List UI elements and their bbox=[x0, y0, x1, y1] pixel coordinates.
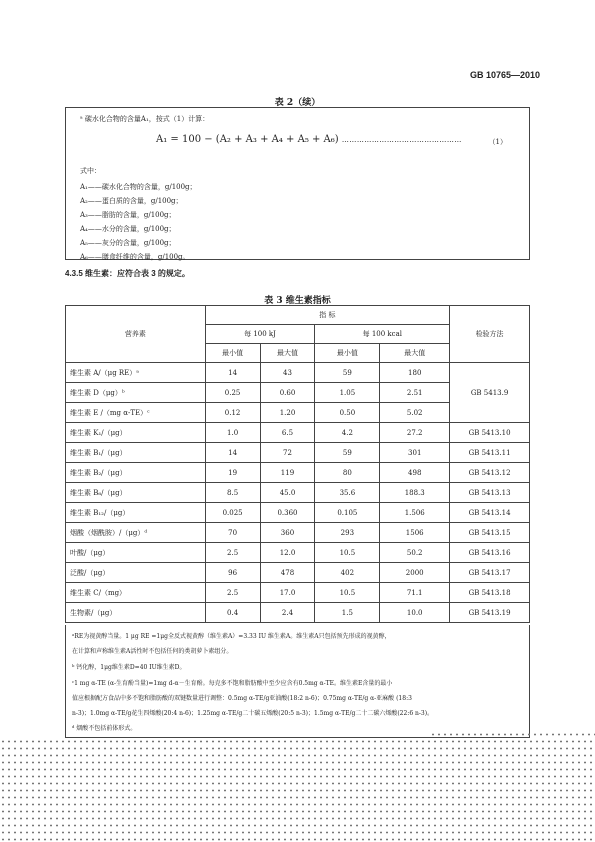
cell-kj-min: 1.0 bbox=[205, 423, 260, 443]
cell-kcal-min: 59 bbox=[315, 443, 380, 463]
cell-kcal-min: 35.6 bbox=[315, 483, 380, 503]
nutrient-name: 泛酸/（μg） bbox=[66, 563, 206, 583]
header-per-100kcal: 每 100 kcal bbox=[315, 325, 450, 344]
nutrient-name: 叶酸/（μg） bbox=[66, 543, 206, 563]
table-row bbox=[66, 583, 530, 603]
table-row bbox=[66, 503, 530, 523]
cell-method: GB 5413.18 bbox=[450, 583, 530, 603]
cell-kcal-max: 301 bbox=[380, 443, 450, 463]
cell-kcal-max: 2000 bbox=[380, 563, 450, 583]
cell-kj-max: 360 bbox=[260, 523, 315, 543]
definition-a2: A₂——蛋白质的含量，g/100g； bbox=[80, 197, 183, 205]
cell-kj-max: 478 bbox=[260, 563, 315, 583]
table-row bbox=[66, 543, 530, 563]
standard-number: GB 10765—2010 bbox=[469, 70, 540, 80]
cell-kj-max: 0.60 bbox=[260, 383, 315, 403]
equation-number: （1） bbox=[488, 138, 507, 146]
cell-method: GB 5413.19 bbox=[450, 603, 530, 623]
note-c-line1: ᶜ1 mg α-TE (α-生育酚当量)=1mg d-α－生育酚。每克多不饱和脂肪酸中至少应含有0.5mg α-TE。维生素E含量的最小 bbox=[72, 680, 393, 687]
cell-kj-max: 72 bbox=[260, 443, 315, 463]
cell-method: GB 5413.16 bbox=[450, 543, 530, 563]
note-b: ᵇ 钙化醇，1μg维生素D=40 IU维生素D。 bbox=[72, 664, 186, 671]
continued-table-title: 表 2（续） bbox=[274, 98, 321, 108]
table-row bbox=[66, 603, 530, 623]
formula-leader-dots: ………………………………………… bbox=[341, 136, 462, 144]
cell-method: GB 5413.12 bbox=[450, 463, 530, 483]
nutrient-name: 维生素 B₁/（μg） bbox=[66, 443, 206, 463]
note-c-line2: 值应根据配方食品中多不饱和脂肪酸的双键数量进行调整：0.5mg α-TE/g亚油酸(18:2 n-6)；0.75mg α-TE/g α-亚麻酸 (18:3 bbox=[72, 695, 412, 702]
formula bbox=[156, 134, 462, 145]
cell-kcal-min: 293 bbox=[315, 523, 380, 543]
table-3-title: 表 3 维生素指标 bbox=[264, 296, 331, 306]
formula-intro: ᵃ 碳水化合物的含量A₁，按式（1）计算： bbox=[80, 115, 210, 123]
cell-kcal-max: 10.0 bbox=[380, 603, 450, 623]
cell-kj-min: 96 bbox=[205, 563, 260, 583]
cell-kcal-max: 1.506 bbox=[380, 503, 450, 523]
cell-kcal-min: 80 bbox=[315, 463, 380, 483]
cell-kj-max: 2.4 bbox=[260, 603, 315, 623]
table-notes bbox=[65, 625, 530, 738]
cell-kcal-max: 498 bbox=[380, 463, 450, 483]
header-method: 检验方法 bbox=[450, 306, 530, 363]
header-nutrient: 营养素 bbox=[66, 306, 206, 363]
cell-kcal-min: 10.5 bbox=[315, 543, 380, 563]
table-row bbox=[66, 423, 530, 443]
definition-a6: A₆——膳食纤维的含量，g/100g。 bbox=[80, 253, 190, 261]
cell-kj-min: 0.12 bbox=[205, 403, 260, 423]
cell-kcal-min: 4.2 bbox=[315, 423, 380, 443]
cell-kj-min: 8.5 bbox=[205, 483, 260, 503]
cell-kcal-max: 27.2 bbox=[380, 423, 450, 443]
header-max: 最大值 bbox=[380, 344, 450, 363]
where-label: 式中： bbox=[80, 167, 101, 175]
cell-kcal-min: 1.05 bbox=[315, 383, 380, 403]
cell-kcal-min: 1.5 bbox=[315, 603, 380, 623]
nutrient-name: 生物素/（μg） bbox=[66, 603, 206, 623]
scan-dot-pattern bbox=[0, 738, 595, 842]
nutrient-name: 维生素 E /（mg α-TE）ᶜ bbox=[66, 403, 206, 423]
cell-kcal-min: 0.50 bbox=[315, 403, 380, 423]
nutrient-name: 烟酸（烟酰胺）/（μg）ᵈ bbox=[66, 523, 206, 543]
cell-method: GB 5413.14 bbox=[450, 503, 530, 523]
cell-kj-max: 1.20 bbox=[260, 403, 315, 423]
table-row bbox=[66, 563, 530, 583]
cell-kj-max: 119 bbox=[260, 463, 315, 483]
cell-method: GB 5413.10 bbox=[450, 423, 530, 443]
cell-kj-max: 45.0 bbox=[260, 483, 315, 503]
note-a-line2: 在计算和声称维生素A活性时不包括任何的类胡萝卜素组分。 bbox=[72, 648, 233, 655]
cell-kj-max: 6.5 bbox=[260, 423, 315, 443]
nutrient-name: 维生素 K₁/（μg） bbox=[66, 423, 206, 443]
cell-kj-min: 14 bbox=[205, 363, 260, 383]
header-per-100kj: 每 100 kJ bbox=[205, 325, 315, 344]
table-row bbox=[66, 483, 530, 503]
cell-method: GB 5413.17 bbox=[450, 563, 530, 583]
nutrient-name: 维生素 D（μg）ᵇ bbox=[66, 383, 206, 403]
cell-kj-min: 14 bbox=[205, 443, 260, 463]
cell-kj-min: 2.5 bbox=[205, 543, 260, 563]
header-min: 最小值 bbox=[205, 344, 260, 363]
cell-method: GB 5413.13 bbox=[450, 483, 530, 503]
cell-kj-max: 17.0 bbox=[260, 583, 315, 603]
cell-kcal-max: 50.2 bbox=[380, 543, 450, 563]
cell-kj-min: 0.25 bbox=[205, 383, 260, 403]
nutrient-name: 维生素 A/（μg RE）ᵃ bbox=[66, 363, 206, 383]
cell-kj-min: 0.4 bbox=[205, 603, 260, 623]
cell-kj-max: 12.0 bbox=[260, 543, 315, 563]
cell-kj-min: 70 bbox=[205, 523, 260, 543]
cell-method: GB 5413.9 bbox=[450, 363, 530, 423]
cell-kcal-max: 2.51 bbox=[380, 383, 450, 403]
nutrient-name: 维生素 C/（mg） bbox=[66, 583, 206, 603]
cell-kj-max: 0.360 bbox=[260, 503, 315, 523]
note-d: ᵈ 烟酸不包括前体形式。 bbox=[72, 725, 137, 732]
cell-kcal-min: 10.5 bbox=[315, 583, 380, 603]
cell-kcal-max: 1506 bbox=[380, 523, 450, 543]
header-indicator: 指 标 bbox=[205, 306, 449, 325]
definition-a5: A₅——灰分的含量，g/100g； bbox=[80, 239, 176, 247]
table-row bbox=[66, 463, 530, 483]
nutrient-name: 维生素 B₂/（μg） bbox=[66, 463, 206, 483]
cell-kj-min: 0.025 bbox=[205, 503, 260, 523]
cell-kj-min: 2.5 bbox=[205, 583, 260, 603]
definition-a4: A₄——水分的含量，g/100g； bbox=[80, 225, 176, 233]
formula-box bbox=[65, 107, 530, 260]
clause-4-3-5: 4.3.5 维生素：应符合表 3 的规定。 bbox=[65, 269, 190, 278]
header-max: 最大值 bbox=[260, 344, 315, 363]
cell-kj-min: 19 bbox=[205, 463, 260, 483]
nutrient-name: 维生素 B₁₂/（μg） bbox=[66, 503, 206, 523]
table-row bbox=[66, 443, 530, 463]
cell-kcal-min: 402 bbox=[315, 563, 380, 583]
cell-kcal-max: 188.3 bbox=[380, 483, 450, 503]
cell-kcal-min: 59 bbox=[315, 363, 380, 383]
table-row bbox=[66, 363, 530, 383]
nutrient-name: 维生素 B₆/（μg） bbox=[66, 483, 206, 503]
cell-kcal-max: 5.02 bbox=[380, 403, 450, 423]
note-c-line3: n-3)；1.0mg α-TE/g花生四烯酸(20:4 n-6)；1.25mg α-TE/g二十碳五烯酸(20:5 n-3)；1.5mg α-TE/g二十二碳六烯酸(22:6 n-3)。 bbox=[72, 710, 434, 717]
cell-kj-max: 43 bbox=[260, 363, 315, 383]
definition-a3: A₃——脂肪的含量，g/100g； bbox=[80, 211, 176, 219]
note-a-line1: ᵃRE为视黄醇当量。1 μg RE =1μg全反式视黄醇（维生素A）=3.33 IU 维生素A。维生素A只包括预先形成的视黄醇， bbox=[72, 633, 391, 640]
cell-method: GB 5413.15 bbox=[450, 523, 530, 543]
vitamin-table bbox=[65, 305, 530, 623]
header-min: 最小值 bbox=[315, 344, 380, 363]
cell-kcal-min: 0.105 bbox=[315, 503, 380, 523]
table-row bbox=[66, 523, 530, 543]
formula-expression: A₁ = 100 − (A₂ + A₃ + A₄ + A₅ + A₆) bbox=[156, 134, 339, 145]
cell-kcal-max: 180 bbox=[380, 363, 450, 383]
cell-kcal-max: 71.1 bbox=[380, 583, 450, 603]
definition-a1: A₁——碳水化合物的含量，g/100g； bbox=[80, 183, 197, 191]
cell-method: GB 5413.11 bbox=[450, 443, 530, 463]
